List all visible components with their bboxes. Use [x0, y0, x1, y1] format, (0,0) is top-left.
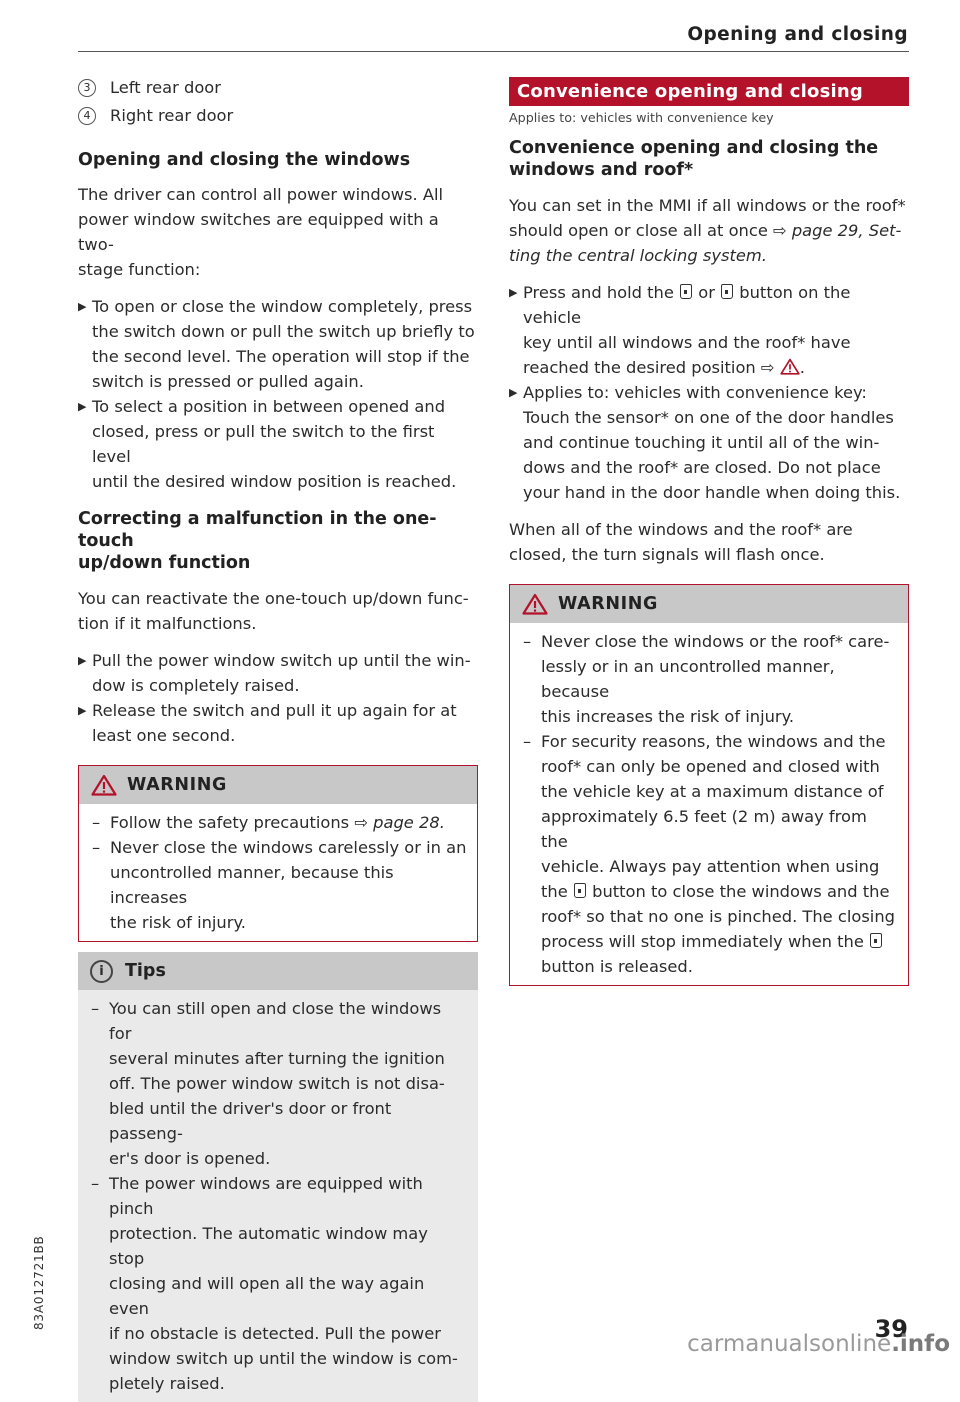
heading-convenience: [509, 137, 909, 181]
page-ref-link[interactable]: ⇨ page 29, Set-: [773, 221, 902, 240]
triangle-bullet-icon: ▶: [78, 654, 87, 667]
text-line: up/down function: [78, 553, 251, 573]
text-line: process will stop immediately when the: [541, 929, 898, 954]
car-key-icon: [574, 883, 586, 898]
text-line: off. The power window switch is not disa-: [109, 1074, 445, 1093]
warning-box: [78, 765, 478, 942]
text-line: ting the central locking system.: [509, 246, 767, 265]
text-line: uncontrolled manner, because this increases: [110, 863, 394, 907]
text-line: Press and hold the or button on the vehicle: [523, 283, 851, 327]
text-line: Never close the windows or the roof* care-: [541, 632, 890, 651]
text-line: dow is completely raised.: [92, 676, 300, 695]
text-line: The driver can control all power windows. All: [78, 185, 444, 204]
text-line: bled until the driver's door or front passeng-: [109, 1099, 392, 1143]
text-line: Touch the sensor* on one of the door handles: [523, 408, 894, 427]
list-item: – For security reasons, the windows and the roof* can only be opened and closed with the vehicle key at a maximum distance of approximately 6.5 feet (2 m) away from the vehicle. Always pay attention when using the button to close the windows and the roof* so that no one is pinched. The closing process will stop immediately when the button is released.: [514, 729, 898, 979]
text-line: power window switches are equipped with a two-: [78, 210, 439, 254]
text-line: switch is pressed or pulled again.: [92, 372, 364, 391]
heading-opening-closing-windows: Opening and closing the windows: [78, 150, 411, 170]
info-icon: i: [90, 960, 113, 983]
text-line: roof* so that no one is pinched. The closing: [541, 907, 895, 926]
text-line: For security reasons, the windows and the: [541, 732, 886, 751]
text-line: key until all windows and the roof* have: [523, 333, 851, 352]
tips-title: Tips: [125, 961, 166, 981]
text-line: closed, press or pull the switch to the first level: [92, 422, 435, 466]
text-line: button is released.: [541, 957, 693, 976]
text-line: windows and roof*: [509, 160, 694, 180]
warning-triangle-icon: [780, 358, 800, 375]
warning-title: WARNING: [127, 775, 227, 795]
circled-number-icon: 4: [78, 107, 96, 125]
paragraph-convenience: [509, 193, 909, 268]
text-line: the switch down or pull the switch up briefly to: [92, 322, 475, 341]
section-title: Opening and closing: [687, 24, 908, 45]
paragraph-after: [509, 517, 909, 567]
header-rule: [78, 51, 909, 52]
tips-header: [78, 952, 478, 990]
text-line: should open or close all at once ⇨ page 29, Set-: [509, 221, 902, 240]
text-line: Convenience opening and closing the: [509, 138, 879, 158]
text-line: the button to close the windows and the: [541, 882, 890, 901]
document-code: 83A012721BB: [32, 1235, 46, 1330]
text-line: several minutes after turning the ignition: [109, 1049, 445, 1068]
list-item: – You can still open and close the windows for several minutes after turning the ignition off. The power window switch is not disa- bled until the driver's door or front passeng- er's door is opened.: [82, 996, 468, 1171]
list-item-left-rear-door: [78, 74, 478, 102]
text-line: pletely raised.: [109, 1374, 225, 1393]
text-line: window switch up until the window is com-: [109, 1349, 458, 1368]
text-line: Pull the power window switch up until the win-: [92, 651, 471, 670]
warning-box: [509, 584, 909, 986]
heading-correcting-malfunction: [78, 508, 478, 574]
warning-header: [79, 766, 477, 804]
text-line: protection. The automatic window may stop: [109, 1224, 428, 1268]
text-line: reached the desired position ⇨ .: [523, 358, 805, 377]
warning-triangle-icon: [522, 593, 548, 615]
list-item: – Never close the windows carelessly or in an uncontrolled manner, because this increases the risk of injury.: [83, 835, 467, 935]
list-item: [78, 394, 478, 494]
text-line: vehicle. Always pay attention when using: [541, 857, 880, 876]
paragraph-malfunction: [78, 586, 478, 636]
text-line: You can reactivate the one-touch up/down func-: [78, 589, 469, 608]
warning-triangle-icon: [91, 774, 117, 796]
triangle-bullet-icon: ▶: [509, 286, 518, 299]
text-line: this increases the risk of injury.: [541, 707, 795, 726]
text-line: To open or close the window completely, press: [92, 297, 473, 316]
bullet-list-3: [509, 280, 909, 505]
tips-box: [78, 952, 478, 1402]
section-banner: Convenience opening and closing: [509, 77, 909, 106]
watermark: carmanualsonline.info: [687, 1331, 950, 1357]
list-item: – The power windows are equipped with pinch protection. The automatic window may stop closing and will open all the way again even if no obstacle is detected. Pull the power window switch up until the window is com- pletely raised.: [82, 1171, 468, 1396]
list-item: – Follow the safety precautions ⇨ page 28.: [92, 813, 445, 832]
text-line: When all of the windows and the roof* are: [509, 520, 853, 539]
circled-number-icon: 3: [78, 79, 96, 97]
text-line: Follow the safety precautions: [110, 813, 355, 832]
list-item: [509, 380, 909, 505]
text-line: if no obstacle is detected. Pull the power: [109, 1324, 441, 1343]
triangle-bullet-icon: ▶: [78, 704, 87, 717]
warning-body: [79, 804, 477, 941]
text-line: Never close the windows carelessly or in an: [110, 838, 467, 857]
left-column: [78, 74, 478, 1402]
text-line: dows and the roof* are closed. Do not place: [523, 458, 881, 477]
triangle-bullet-icon: ▶: [78, 300, 87, 313]
text-line: The power windows are equipped with pinch: [109, 1174, 423, 1218]
paragraph-windows: [78, 182, 478, 282]
text-line: approximately 6.5 feet (2 m) away from the: [541, 807, 867, 851]
car-key-icon: [870, 933, 882, 948]
text-line: least one second.: [92, 726, 236, 745]
text-line: stage function:: [78, 260, 201, 279]
warning-body: [510, 623, 908, 985]
text-line: You can set in the MMI if all windows or the roof*: [509, 196, 906, 215]
list-item-right-rear-door: [78, 102, 478, 130]
text-line: You can still open and close the windows for: [109, 999, 442, 1043]
text-line: closed, the turn signals will flash once.: [509, 545, 825, 564]
warning-title: WARNING: [558, 594, 658, 614]
list-item: [78, 698, 478, 748]
bullet-list-2: [78, 648, 478, 748]
text-line: tion if it malfunctions.: [78, 614, 257, 633]
text-line: Applies to: vehicles with convenience key:: [523, 383, 867, 402]
item-label: Right rear door: [110, 106, 234, 125]
car-key-icon: [721, 284, 733, 299]
text-line: Correcting a malfunction in the one-touch: [78, 509, 437, 551]
text-line: Release the switch and pull it up again for at: [92, 701, 457, 720]
text-line: the second level. The operation will stop if the: [92, 347, 470, 366]
bullet-list-1: [78, 294, 478, 494]
text-line: To select a position in between opened and: [92, 397, 446, 416]
car-key-icon: [680, 284, 692, 299]
text-line: and continue touching it until all of the win-: [523, 433, 880, 452]
applies-to-note: Applies to: vehicles with convenience key: [509, 110, 774, 125]
page-number: 39: [874, 1315, 908, 1343]
triangle-bullet-icon: ▶: [78, 400, 87, 413]
list-item: [78, 294, 478, 394]
right-column: [509, 77, 909, 986]
text-line: closing and will open all the way again even: [109, 1274, 425, 1318]
text-line: the risk of injury.: [110, 913, 246, 932]
text-line: lessly or in an uncontrolled manner, because: [541, 657, 835, 701]
warning-header: [510, 585, 908, 623]
text-line: er's door is opened.: [109, 1149, 271, 1168]
list-item: – Never close the windows or the roof* care- lessly or in an uncontrolled manner, because this increases the risk of injury.: [514, 629, 898, 729]
item-label: Left rear door: [110, 78, 221, 97]
text-line: your hand in the door handle when doing this.: [523, 483, 901, 502]
text-line: roof* can only be opened and closed with: [541, 757, 880, 776]
tips-body: [78, 990, 478, 1402]
triangle-bullet-icon: ▶: [509, 386, 518, 399]
text-line: the vehicle key at a maximum distance of: [541, 782, 884, 801]
text-line: until the desired window position is reached.: [92, 472, 457, 491]
page-ref-link[interactable]: ⇨ page 28.: [354, 813, 445, 832]
list-item: [509, 280, 909, 380]
list-item: [78, 648, 478, 698]
